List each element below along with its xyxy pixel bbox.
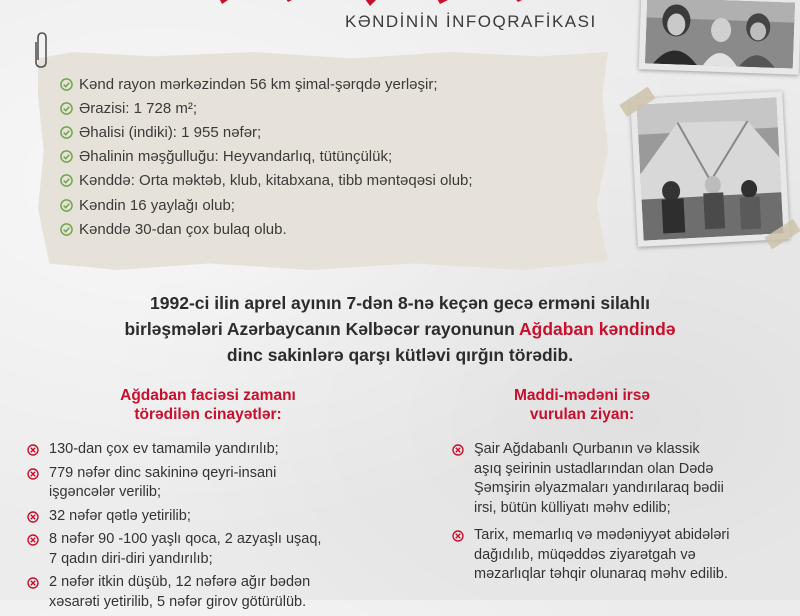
heritage-damage-list [452,440,788,589]
fact-item [60,169,473,193]
check-circle-icon [60,126,73,139]
fact-item [60,120,473,144]
check-circle-icon [60,102,73,115]
crimes-list [27,440,407,616]
crime-item [27,507,407,527]
fact-item [60,96,473,120]
check-circle-icon [60,174,73,187]
x-circle-icon [452,530,464,542]
fact-text: Kənddə 30-dan çox bulaq olub. [79,220,287,238]
crime-item [27,573,407,612]
crime-item [27,464,407,503]
infographic-subtitle: KƏNDİNİN İNFOQRAFİKASI [345,12,597,31]
crime-item [27,440,407,460]
paperclip-icon [32,30,52,70]
headline-line-3: dinc sakinlərə qarşı kütləvi qırğın törədib. [226,345,574,365]
x-circle-icon [27,577,39,589]
fact-text: Ərazisi: 1 728 m²; [79,99,197,117]
heritage-title-line-2: vurulan ziyan: [529,406,635,423]
headline-line-2-text: birləşmələri Azərbaycanın Kəlbəcər rayonunun [124,319,519,339]
crime-text: 130-dan çox ev tamamilə yandırılıb; [49,441,279,457]
headline-highlight-village: Ağdaban kəndində [519,319,676,339]
heritage-item [452,526,788,585]
crime-text: 779 nəfər dinc sakininə qeyri-insani işgəncələr verilib; [49,464,277,500]
check-circle-icon [60,199,73,212]
crimes-title-line-2: törədilən cinayətlər: [134,406,282,423]
heritage-title-line-1: Maddi-mədəni irsə [513,387,651,404]
refugee-camp-photo-image [637,97,784,240]
fact-item [60,217,473,241]
massacre-headline [40,290,760,368]
headline-line-1: 1992-ci ilin aprel ayının 7-dən 8-nə keçən gecə erməni silahlı [150,293,650,313]
crimes-title-line-1: Ağdaban faciəsi zamanı [120,387,296,404]
title-splash-decoration [200,0,560,10]
headline-line-2 [40,316,760,342]
fact-item [60,145,473,169]
villagers-photo-image [645,0,795,69]
heritage-text: Şair Ağdabanlı Qurbanın və klassik aşıq şeirinin ustadlarından olan Dədə Şəmşirin əlyazmaları yandırılaraq bədii irsi, bütün külliyatı məhv edilib; [474,441,724,516]
fact-text: Kəndin 16 yaylağı olub; [79,196,235,214]
fact-text: Əhalisi (indiki): 1 955 nəfər; [79,123,262,141]
fact-item [60,193,473,217]
x-circle-icon [27,534,39,546]
heritage-text: Tarix, memarlıq və mədəniyyət abidələri dağıdılıb, müqəddəs ziyarətgah və məzarlıqlar təhqir olunaraq məhv edilib. [474,527,730,582]
crime-text: 8 nəfər 90 -100 yaşlı qoca, 2 azyaşlı uşaq, 7 qadın diri-diri yandırılıb; [49,531,322,567]
crime-text: 2 nəfər itkin düşüb, 12 nəfərə ağır bədən xəsarəti yetirilib, 5 nəfər girov götürülüb. [49,574,311,610]
fact-text: Kənddə: Orta məktəb, klub, kitabxana, tibb məntəqəsi olub; [79,172,473,190]
x-circle-icon [27,468,39,480]
check-circle-icon [60,223,73,236]
x-circle-icon [27,511,39,523]
fact-text: Əhalinin məşğulluğu: Heyvandarlıq, tütünçülük; [79,148,393,166]
fact-text: Kənd rayon mərkəzindən 56 km şimal-şərqdə yerləşir; [79,75,438,93]
crime-text: 32 nəfər qətlə yetirilib; [49,507,191,524]
x-circle-icon [452,444,464,456]
x-circle-icon [27,444,39,456]
village-facts-list [60,72,473,241]
crime-item [27,530,407,569]
archive-photo-villagers [639,0,800,75]
check-circle-icon [60,150,73,163]
crimes-section-title [88,386,328,424]
fact-item [60,72,473,96]
heritage-item [452,440,788,518]
check-circle-icon [60,78,73,91]
archive-photo-refugee-camp [630,91,790,247]
heritage-section-title [482,386,682,424]
